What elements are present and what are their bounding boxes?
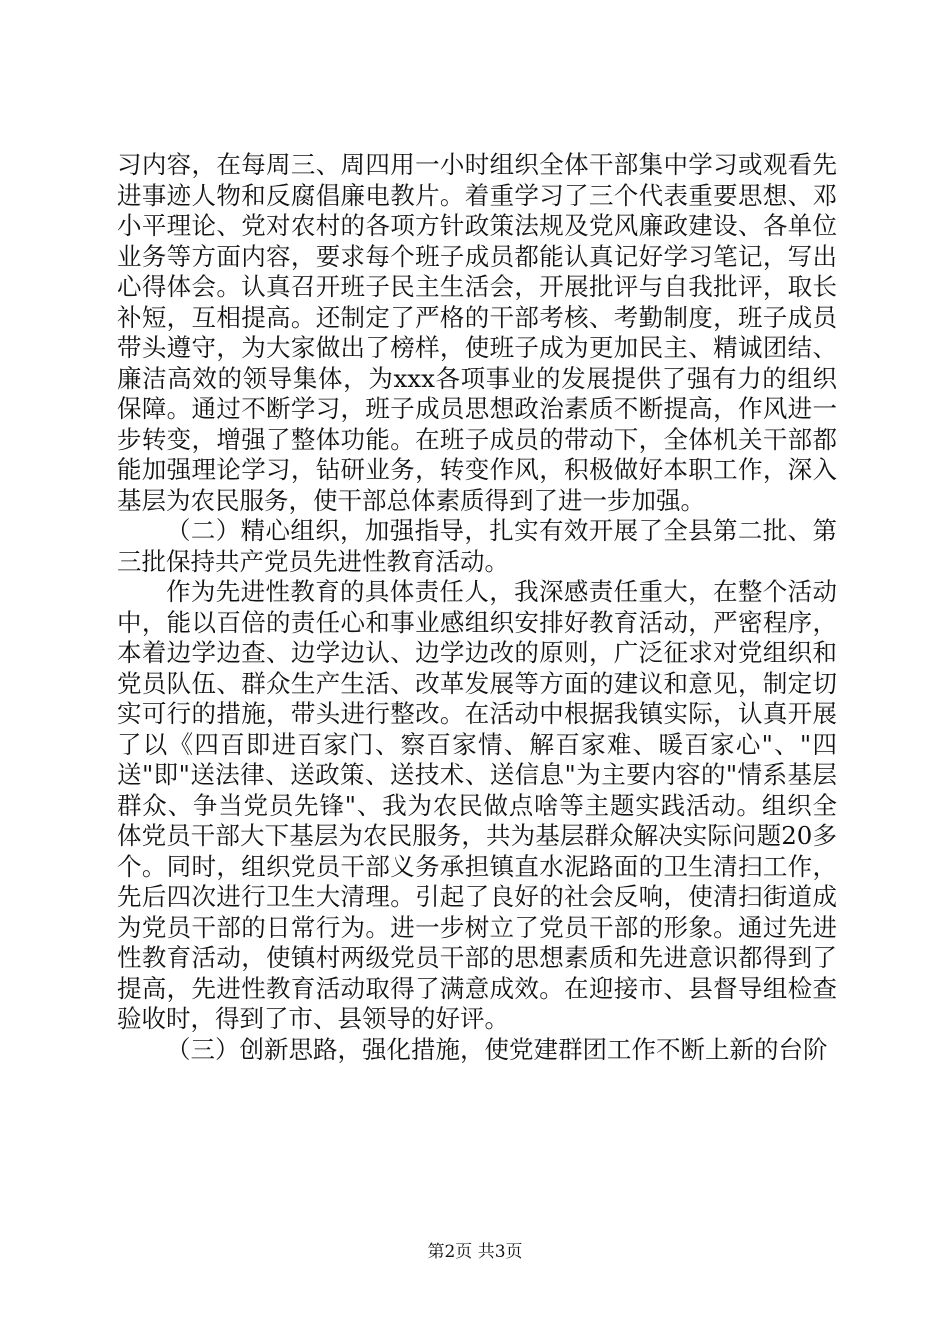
section-heading-3: （三）创新思路，强化措施，使党建群团工作不断上新的台阶	[166, 1034, 828, 1064]
page-footer: 第2页 共3页	[427, 1242, 523, 1262]
document-body	[117, 150, 837, 1065]
paragraph-education-activity: 作为先进性教育的具体责任人，我深感责任重大，在整个活动中，能以百倍的责任心和事业感组织安排好教育活动，严密程序，本着边学边查、边学边认、边学边改的原则，广泛征求对党组织和党员队伍、群众生产生活、改革发展等方面的建议和意见，制定切实可行的措施，带头进行整改。在活动中根据我镇实际，认真开展了以《四百即进百家门、察百家情、解百家难、暖百家心"、"四送"即"送法律、送政策、送技术、送信息"为主要内容的"情系基层群众、争当党员先锋"、我为农民做点啥等主题实践活动。组织全体党员干部大下基层为农民服务，共为基层群众解决实际问题20多个。同时，组织党员干部义务承担镇直水泥路面的卫生清扫工作，先后四次进行卫生大清理。引起了良好的社会反响，使清扫街道成为党员干部的日常行为。进一步树立了党员干部的形象。通过先进性教育活动，使镇村两级党员干部的思想素质和先进意识都得到了提高，先进性教育活动取得了满意成效。在迎接市、县督导组检查验收时，得到了市、县领导的好评。	[117, 577, 837, 1033]
paragraph-continued: 习内容，在每周三、周四用一小时组织全体干部集中学习或观看先进事迹人物和反腐倡廉电教片。着重学习了三个代表重要思想、邓小平理论、党对农村的各项方针政策法规及党风廉政建设、各单位业务等方面内容，要求每个班子成员都能认真记好学习笔记，写出心得体会。认真召开班子民主生活会，开展批评与自我批评，取长补短，互相提高。还制定了严格的干部考核、考勤制度，班子成员带头遵守，为大家做出了榜样，使班子成为更加民主、精诚团结、廉洁高效的领导集体，为xxx各项事业的发展提供了强有力的组织保障。通过不断学习，班子成员思想政治素质不断提高，作风进一步转变，增强了整体功能。在班子成员的带动下，全体机关干部都能加强理论学习，钻研业务，转变作风，积极做好本职工作，深入基层为农民服务，使干部总体素质得到了进一步加强。	[117, 150, 837, 515]
section-heading-2: （二）精心组织，加强指导，扎实有效开展了全县第二批、第三批保持共产党员先进性教育活动。	[117, 516, 837, 576]
